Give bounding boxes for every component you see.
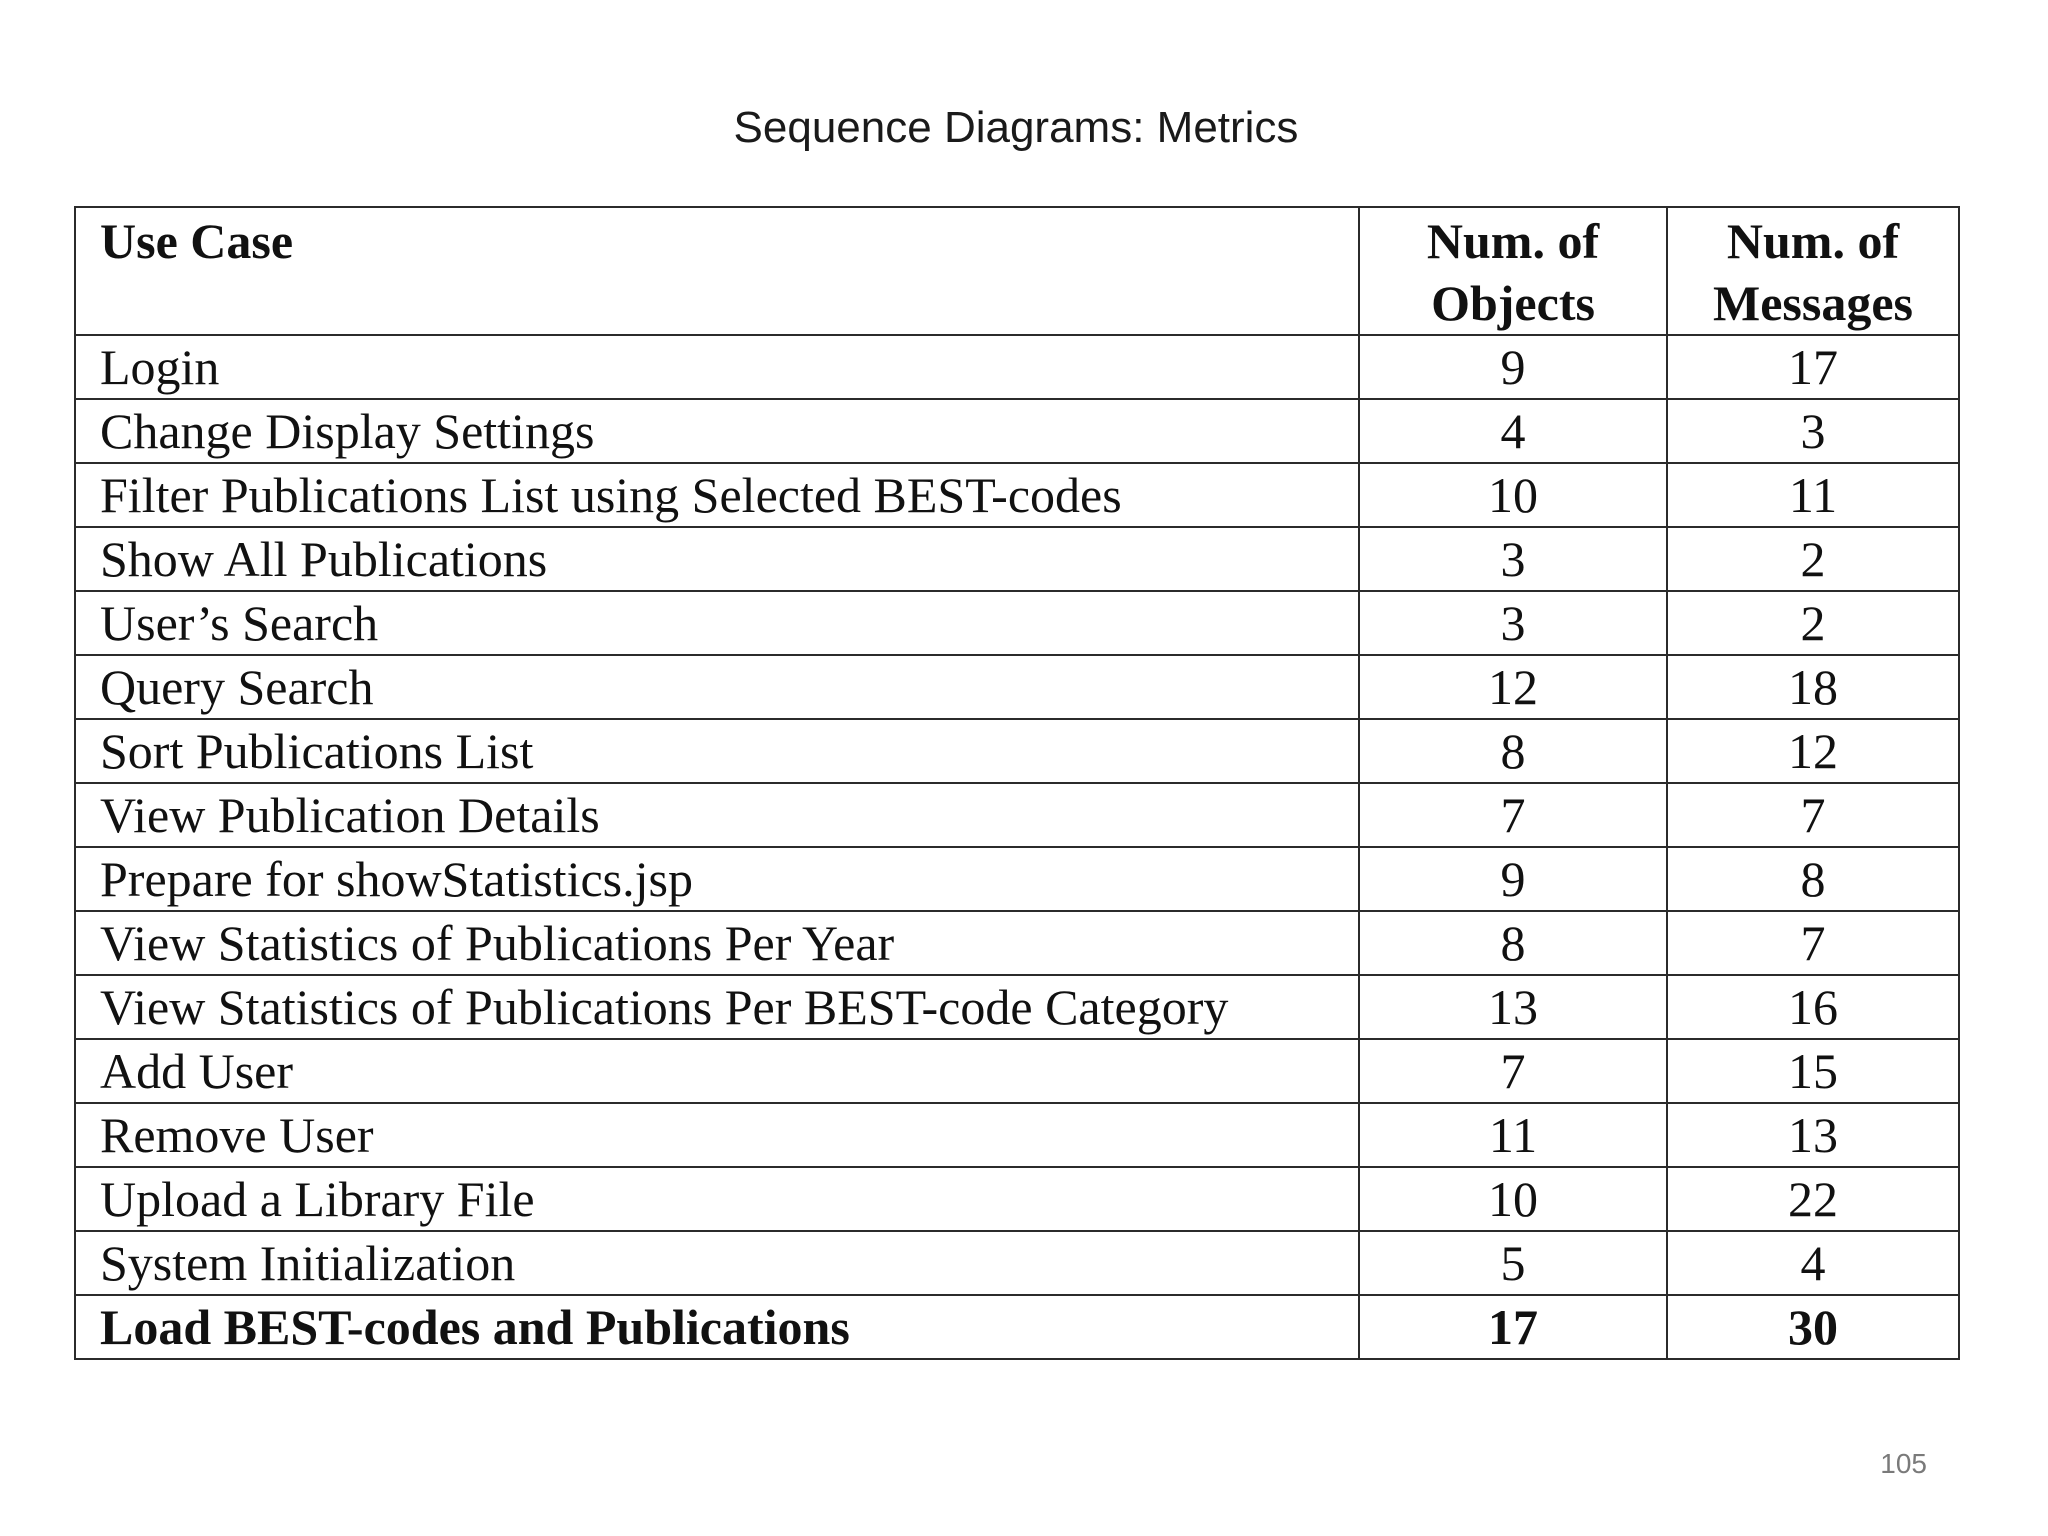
table-row [75, 1103, 1959, 1167]
header-num-objects [1359, 207, 1667, 335]
use-case-cell: Query Search [75, 655, 1359, 719]
objects-cell: 10 [1359, 463, 1667, 527]
table-row [75, 655, 1959, 719]
use-case-cell: Change Display Settings [75, 399, 1359, 463]
objects-cell: 13 [1359, 975, 1667, 1039]
use-case-cell: System Initialization [75, 1231, 1359, 1295]
messages-cell: 2 [1667, 591, 1959, 655]
messages-cell: 2 [1667, 527, 1959, 591]
table-row [75, 975, 1959, 1039]
header-num-messages-line2: Messages [1713, 275, 1913, 331]
objects-cell: 4 [1359, 399, 1667, 463]
messages-cell: 3 [1667, 399, 1959, 463]
messages-cell: 22 [1667, 1167, 1959, 1231]
header-num-messages-line1: Num. of [1726, 213, 1900, 269]
table-row [75, 783, 1959, 847]
use-case-cell: Add User [75, 1039, 1359, 1103]
objects-cell: 8 [1359, 911, 1667, 975]
objects-cell: 5 [1359, 1231, 1667, 1295]
header-num-messages [1667, 207, 1959, 335]
objects-cell: 12 [1359, 655, 1667, 719]
messages-cell: 7 [1667, 783, 1959, 847]
use-case-cell: Sort Publications List [75, 719, 1359, 783]
page-number: 105 [1880, 1448, 1927, 1479]
objects-cell: 3 [1359, 527, 1667, 591]
table-row [75, 911, 1959, 975]
table-header-row [75, 207, 1959, 335]
table-row [75, 335, 1959, 399]
table-row [75, 1167, 1959, 1231]
use-case-cell: View Publication Details [75, 783, 1359, 847]
table-row [75, 1039, 1959, 1103]
messages-cell: 30 [1667, 1295, 1959, 1359]
table-row [75, 719, 1959, 783]
messages-cell: 17 [1667, 335, 1959, 399]
messages-cell: 13 [1667, 1103, 1959, 1167]
header-num-objects-line2: Objects [1431, 275, 1595, 331]
use-case-cell: Upload a Library File [75, 1167, 1359, 1231]
table-row [75, 399, 1959, 463]
objects-cell: 7 [1359, 1039, 1667, 1103]
messages-cell: 11 [1667, 463, 1959, 527]
messages-cell: 12 [1667, 719, 1959, 783]
messages-cell: 7 [1667, 911, 1959, 975]
use-case-cell: Filter Publications List using Selected BEST-codes [75, 463, 1359, 527]
use-case-cell: User’s Search [75, 591, 1359, 655]
objects-cell: 17 [1359, 1295, 1667, 1359]
objects-cell: 3 [1359, 591, 1667, 655]
objects-cell: 7 [1359, 783, 1667, 847]
objects-cell: 8 [1359, 719, 1667, 783]
slide-title: Sequence Diagrams: Metrics [733, 103, 1299, 152]
table-row-total [75, 1295, 1959, 1359]
header-num-objects-line1: Num. of [1426, 213, 1600, 269]
messages-cell: 8 [1667, 847, 1959, 911]
messages-cell: 15 [1667, 1039, 1959, 1103]
use-case-cell: Login [75, 335, 1359, 399]
header-use-case [75, 207, 1359, 335]
objects-cell: 9 [1359, 335, 1667, 399]
table-row [75, 1231, 1959, 1295]
messages-cell: 16 [1667, 975, 1959, 1039]
table-row [75, 591, 1959, 655]
objects-cell: 9 [1359, 847, 1667, 911]
messages-cell: 18 [1667, 655, 1959, 719]
objects-cell: 10 [1359, 1167, 1667, 1231]
table-row [75, 527, 1959, 591]
table-row [75, 847, 1959, 911]
use-case-cell: View Statistics of Publications Per Year [75, 911, 1359, 975]
use-case-cell: Show All Publications [75, 527, 1359, 591]
messages-cell: 4 [1667, 1231, 1959, 1295]
header-use-case-label: Use Case [100, 213, 294, 269]
use-case-cell: Load BEST-codes and Publications [75, 1295, 1359, 1359]
use-case-cell: View Statistics of Publications Per BEST-code Category [75, 975, 1359, 1039]
use-case-cell: Remove User [75, 1103, 1359, 1167]
use-case-cell: Prepare for showStatistics.jsp [75, 847, 1359, 911]
table-row [75, 463, 1959, 527]
metrics-table [74, 206, 1960, 1360]
objects-cell: 11 [1359, 1103, 1667, 1167]
